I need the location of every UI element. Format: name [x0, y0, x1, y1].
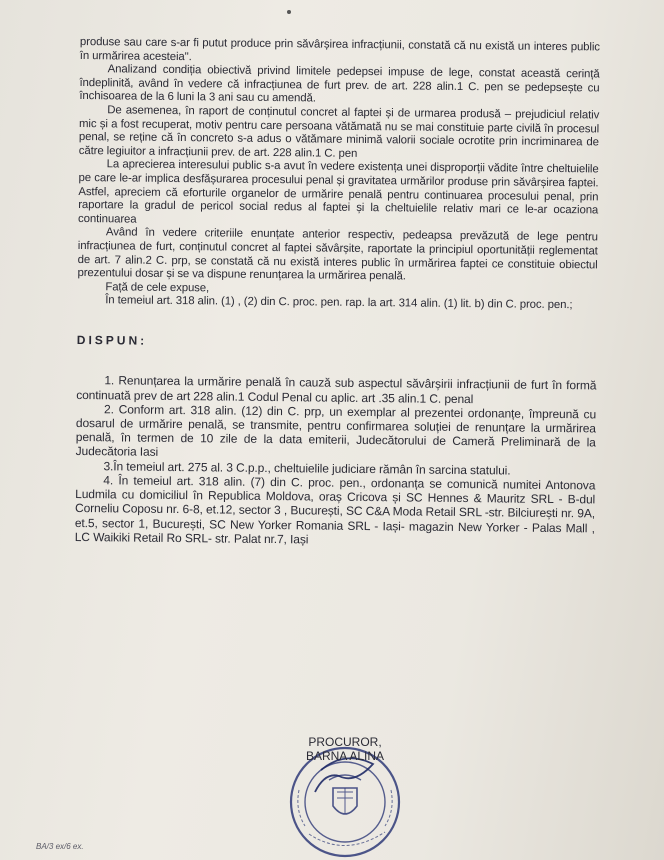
- dispositive-item: 3.În temeiul art. 275 al. 3 C.p.p., cheltuielile judiciare rămân în sarcina statului.: [103, 458, 511, 478]
- dispositive-item: 1. Renunțarea la urmărire penală în cauză sub aspectul săvârșirii infracțiunii de furt în formă continuată prev de art 228 alin.1 Codul Penal cu aplic. art .35 alin.1 C. penal: [76, 373, 597, 406]
- dispositive-heading: DISPUN:: [76, 332, 148, 348]
- paragraph: La aprecierea interesului public s-a avut în vedere existența unei disproporții vădite între cheltuielile pe care le-ar implica desfășurarea procesului penal și gravitatea urmărilor produse prin săvârșirea faptei. Astfel, apreciem că eforturile organelor de urmărire penală pentru continuarea procesului penal, prin raportare la gradul de pericol social redus al faptei și la cheltuielile relativ mari ce le-ar ocaziona continuarea: [78, 158, 599, 226]
- signature-name: BARNA ALINA: [305, 749, 385, 763]
- paragraph: produse sau care s-ar fi putut produce prin săvârșirea infracțiunii, constată că nu există un interes public în urmărirea acesteia".: [79, 36, 600, 63]
- dispositive-list: [75, 373, 597, 549]
- paragraph: Analizand condiția obiectivă privind limitele pedepsei impuse de lege, constat această cerință îndeplinită, având în vedere că infracțiunea de furt prev. de art. 228 alin.1 C. pen se pedepsește cu închisoarea de la 6 luni la 3 ani sau cu amendă.: [79, 63, 600, 105]
- signature-title: PROCUROR,: [308, 735, 382, 749]
- dispositive-item: 2. Conform art. 318 alin. (12) din C. prp, un exemplar al prezentei ordonanțe, împreună cu dosarul de urmărire penală, se transmite, pentru confirmarea soluției de renunțare la urmărirea penală, în termen de 10 zile de la data emiterii, Judecătorului de Cameră Preliminară de la Judecătoria Iasi: [75, 402, 597, 460]
- dispositive-item: 4. În temeiul art. 318 alin. (7) din C. proc. pen., ordonanța se comunică numitei Antonova Ludmila cu domiciliul în Republica Moldova, oraș Cricova și SC Hennes & Mauritz SRL - B-dul Corneliu Coposu nr. 6-8, et.12, sector 3 , București, SC C&A Moda Retail SRL -str. Bilciurești nr. 9A, et.5, sector 1, București, SC New Yorker Romania SRL - Iași- magazin New Yorker - Palas Mall , LC Waikiki Retail Ro SRL- str. Palat nr.7, Iași: [74, 473, 596, 547]
- document-body: [75, 36, 600, 549]
- hole-punch-mark: [287, 10, 291, 14]
- paragraph: De asemenea, în raport de conținutul concret al faptei și de urmarea produsă – prejudiciul relativ mic și a fost recuperat, motiv pentru care persoana vătămată nu se mai constituie parte civilă în procesul penal, se reține că în concreto s-a adus o vătămare minimă valorii sociale ocrotite prin incriminarea de către legiuitor a infracțiunii prev. de art. 228 alin.1 C. pen: [78, 104, 600, 160]
- paragraph: Față de cele expuse,: [105, 280, 210, 295]
- footer-code: BA/3 ex/6 ex.: [36, 842, 84, 851]
- signature-block: [280, 735, 410, 763]
- paragraph: Având în vedere criteriile enunțate anterior respectiv, pedeapsa prevăzută de lege pentru infracțiunea de furt, conținutul concret al faptei săvârșite, raportate la principiul oportunității reglementat de art. 7 alin.2 C. prp, se constată că nu există interes public în urmărirea faptei ce constituie obiectul prezentului dosar și se va dispune renunțarea la urmărirea penală.: [77, 226, 598, 283]
- paragraph: În temeiul art. 318 alin. (1) , (2) din C. proc. pen. rap. la art. 314 alin. (1) lit. b) din C. proc. pen.;: [105, 294, 573, 312]
